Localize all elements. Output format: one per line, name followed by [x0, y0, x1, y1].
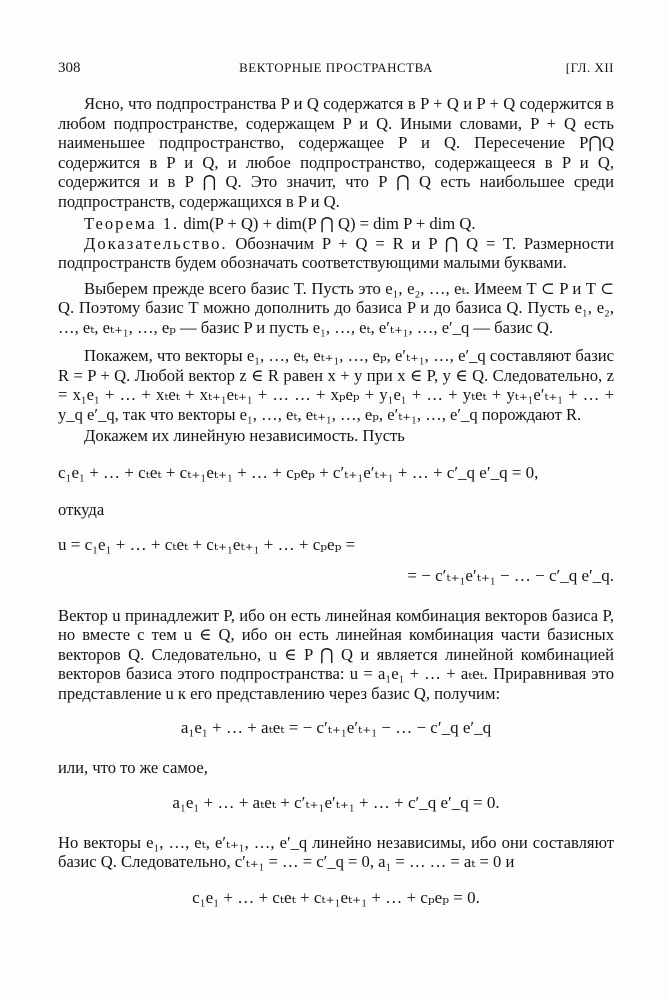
page-body	[58, 94, 614, 907]
paragraph-independence: Докажем их линейную независимость. Пусть	[84, 426, 405, 445]
equation-representation: a₁e₁ + … + aₜeₜ = − c′ₜ₊₁e′ₜ₊₁ − … − c′_q e′_q	[180, 718, 492, 737]
running-title: ВЕКТОРНЫЕ ПРОСТРАНСТВА	[239, 60, 433, 75]
theorem-label: Теорема 1.	[84, 214, 180, 233]
paragraph-conclusion: Но векторы e₁, …, eₜ, e′ₜ₊₁, …, e′_q линейно независимы, ибо они составляют базис Q. Следовательно, c′ₜ₊₁ = … = c′_q = 0, a₁ = … … = aₜ = 0 и	[58, 832, 614, 871]
paragraph-basis-t: Выберем прежде всего базис T. Пусть это e₁, e₂, …, eₜ. Имеем T ⊂ P и T ⊂ Q. Поэтому базис T можно дополнить до базиса P и до базиса Q. Пусть e₁, e₂, …, eₜ, eₜ₊₁, …, eₚ — базис P и пусть e₁, …, eₜ, e′ₜ₊₁, …, e′_q — базис Q.	[58, 278, 614, 337]
proof-paragraph	[58, 234, 614, 273]
equation-final: c₁e₁ + … + cₜeₜ + cₜ₊₁eₜ₊₁ + … + cₚeₚ = 0.	[192, 887, 480, 907]
proof-label: Доказательство.	[84, 233, 228, 253]
page-number: 308	[58, 60, 81, 76]
theorem	[58, 214, 614, 234]
paragraph-vector-u: Вектор u принадлежит P, ибо он есть линейная комбинация векторов базиса P, но вместе с тем u ∈ Q, ибо он есть линейная комбинация части базисных векторов Q. Следовательно, u ∈ P ⋂ Q и является линейной комбинацией векторов базиса этого подпространства: u = a₁e₁ + … + aₜeₜ. Приравнивая это представление u к его представлению через базис Q, получим:	[58, 605, 614, 703]
word-whence: откуда	[58, 500, 105, 519]
running-header	[58, 60, 614, 80]
paragraph-subspaces: Ясно, что подпространства P и Q содержатся в P + Q и P + Q содержится в любом подпространстве, содержащем P и Q. Иными словами, P + Q есть наименьшее подпространство, содержащее P и Q. Пересечение P⋂Q содержится в P и Q, и любое подпространство, содержащееся в P и Q, содержится и в P ⋂ Q. Это значит, что P ⋂ Q есть наибольшее среди подпространств, содержащихся в P и Q.	[58, 94, 614, 211]
paragraph-basis-r: Покажем, что векторы e₁, …, eₜ, eₜ₊₁, …, eₚ, e′ₜ₊₁, …, e′_q составляют базис R = P + Q. Любой вектор z ∈ R равен x + y при x ∈ P, y ∈ Q. Следовательно, z = x₁e₁ + … + xₜeₜ + xₜ₊₁eₜ₊₁ + … … + xₚeₚ + y₁e₁ + … + yₜeₜ + yₜ₊₁e′ₜ₊₁ + … + y_q e′_q, так что векторы e₁, …, eₜ, eₜ₊₁, …, eₚ, e′ₜ₊₁, …, e′_q порождают R.	[58, 346, 614, 424]
equation-linear-combination: c₁e₁ + … + cₜeₜ + cₜ₊₁eₜ₊₁ + … + cₚeₚ + c′ₜ₊₁e′ₜ₊₁ + … + c′_q e′_q = 0,	[58, 462, 539, 482]
equation-u-left: u = c₁e₁ + … + cₜeₜ + cₜ₊₁eₜ₊₁ + … + cₚeₚ =	[58, 534, 356, 554]
phrase-same-thing: или, что то же самое,	[58, 757, 208, 777]
equation-u-right: = − c′ₜ₊₁e′ₜ₊₁ − … − c′_q e′_q.	[407, 566, 614, 585]
chapter-label: [ГЛ. XII	[565, 60, 614, 75]
equation-zero-sum: a₁e₁ + … + aₜeₜ + c′ₜ₊₁e′ₜ₊₁ + … + c′_q e′_q = 0.	[172, 793, 500, 812]
theorem-statement: dim(P + Q) + dim(P ⋂ Q) = dim P + dim Q.	[183, 214, 476, 233]
proof-text: Обозначим P + Q = R и P ⋂ Q = T. Размерности подпространств будем обозначать соответствующими малыми буквами.	[58, 233, 614, 272]
